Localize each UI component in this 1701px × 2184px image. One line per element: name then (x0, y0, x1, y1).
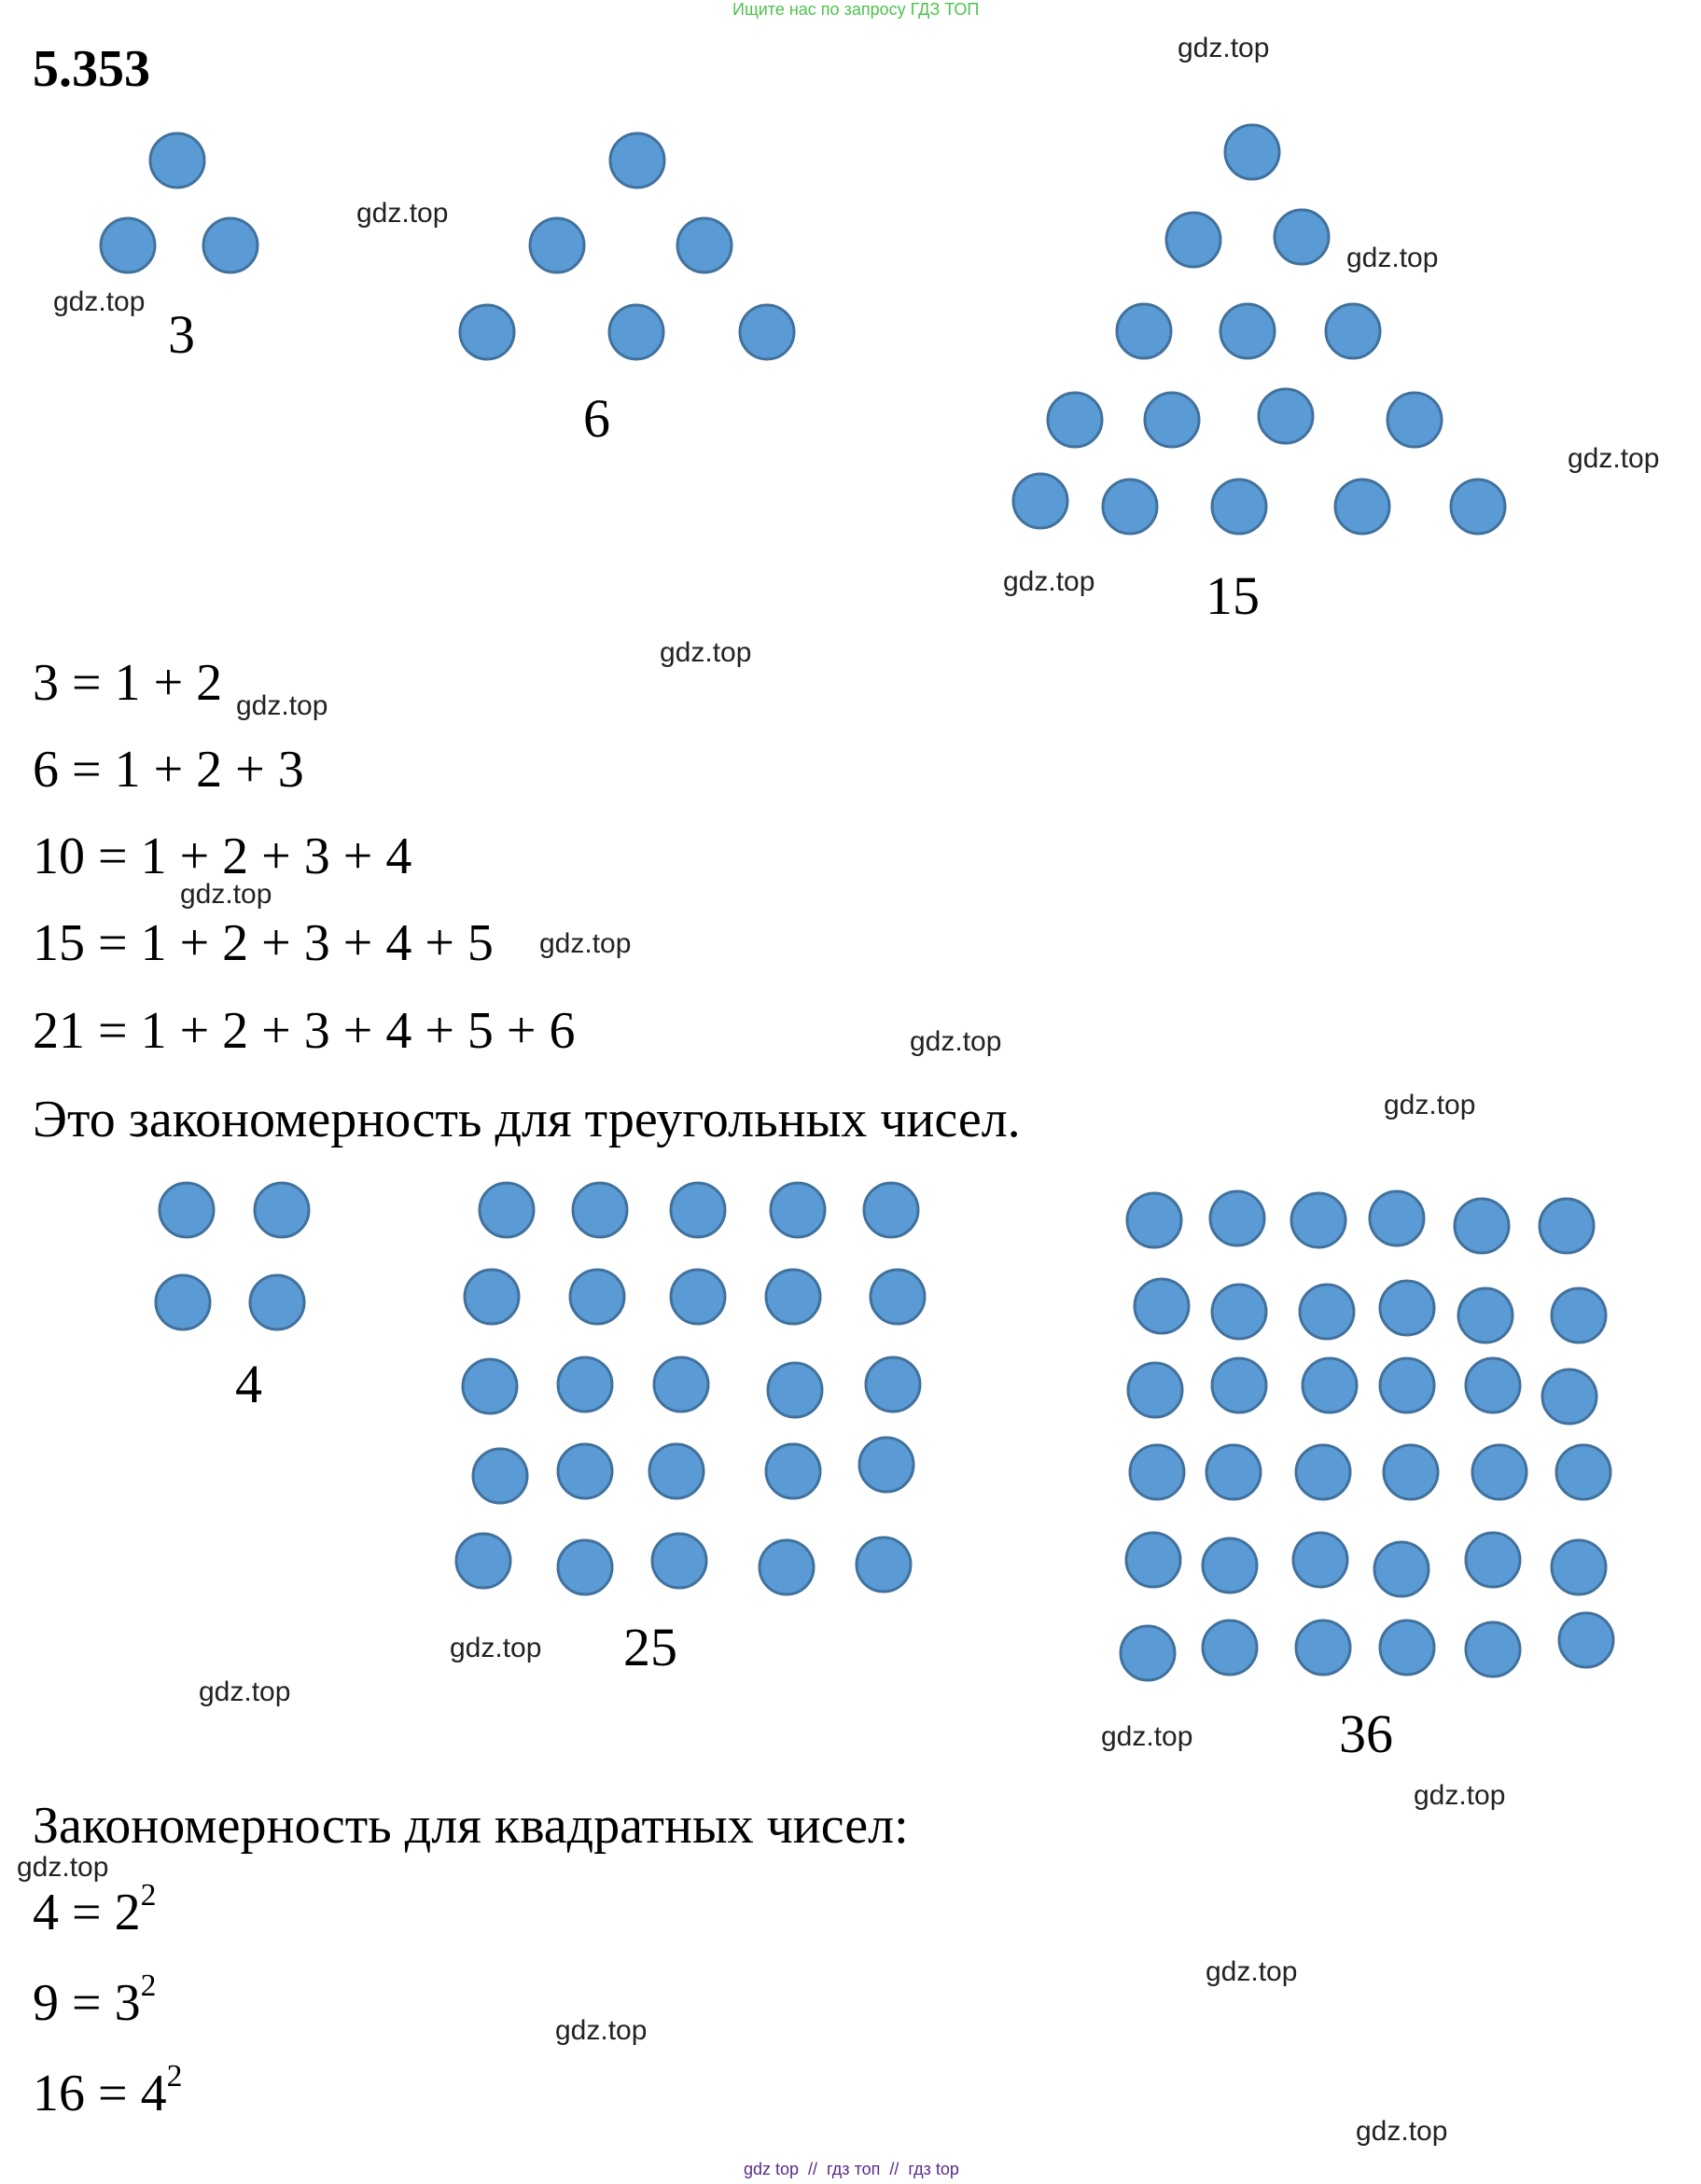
triangle-label-6: 6 (583, 388, 610, 449)
watermark: gdz.top (1356, 2116, 1448, 2147)
square-equation (33, 2058, 183, 2123)
triangle-dot (1166, 213, 1220, 267)
square-dot (558, 1357, 612, 1412)
square-label-4: 4 (235, 1354, 262, 1414)
triangle-dot (1212, 480, 1266, 534)
square-dot (1296, 1621, 1350, 1675)
triangle-dot (740, 305, 794, 359)
watermark: gdz.top (199, 1676, 291, 1707)
square-dot (671, 1183, 725, 1237)
square-dot (771, 1183, 825, 1237)
square-dot (766, 1270, 820, 1324)
equation-row: 15 = 1 + 2 + 3 + 4 + 5 (33, 914, 494, 972)
square-dot (859, 1438, 913, 1492)
square-dot (558, 1444, 612, 1498)
square-dot (1466, 1358, 1520, 1412)
watermark: gdz.top (910, 1026, 1002, 1057)
triangle-dot (530, 218, 584, 272)
watermark: gdz.top (660, 637, 752, 668)
square-equation-base: 9 = 3 (33, 1974, 141, 2032)
square-dot (255, 1183, 309, 1237)
watermark: gdz.top (356, 198, 449, 229)
square-dot (160, 1183, 214, 1237)
square-dot (1380, 1358, 1434, 1412)
watermark: gdz.top (555, 2015, 648, 2046)
square-dot (570, 1270, 624, 1324)
square-dot (1559, 1613, 1613, 1667)
triangle-dot (1048, 393, 1102, 447)
square-equation-exponent: 2 (166, 2058, 183, 2094)
triangle-dot (1225, 125, 1279, 179)
square-dot (1552, 1540, 1606, 1594)
triangle-dot (1387, 393, 1442, 447)
square-dot (1206, 1445, 1261, 1499)
square-dot (573, 1183, 627, 1237)
square-equation-base: 16 = 4 (33, 2065, 167, 2122)
triangle-dot (677, 218, 732, 272)
square-dot (652, 1534, 706, 1588)
equation-row: 3 = 1 + 2 (33, 654, 223, 712)
square-dot (156, 1275, 210, 1329)
square-dot (1458, 1288, 1513, 1342)
square-dot (1121, 1626, 1175, 1680)
square-dot (1135, 1279, 1189, 1333)
square-dot (671, 1270, 725, 1324)
watermark: gdz.top (539, 928, 632, 959)
triangle-dot (1220, 304, 1275, 358)
square-dot (1126, 1533, 1180, 1587)
watermark: gdz.top (180, 879, 272, 910)
watermark: gdz.top (17, 1852, 109, 1883)
triangle-label-3: 3 (168, 304, 195, 365)
square-dot (1472, 1445, 1527, 1499)
triangle-dot (1117, 304, 1171, 358)
problem-number: 5.353 (33, 40, 150, 98)
square-dot (1203, 1621, 1257, 1675)
square-dot (654, 1357, 708, 1412)
equation-row: 10 = 1 + 2 + 3 + 4 (33, 828, 412, 885)
square-label-25: 25 (623, 1617, 677, 1677)
square-dot (1296, 1445, 1350, 1499)
square-dot (649, 1444, 704, 1498)
square-dot (558, 1540, 612, 1594)
square-dot (1556, 1445, 1610, 1499)
triangle-dot (1013, 474, 1067, 528)
square-dot (1303, 1358, 1357, 1412)
square-equation (33, 1968, 157, 2033)
search-banner: Ищите нас по запросу ГДЗ ТОП (732, 0, 980, 19)
triangle-label-15: 15 (1206, 565, 1260, 626)
triangle-dot (1103, 480, 1157, 534)
square-dot (480, 1183, 534, 1237)
square-dot (1300, 1285, 1354, 1339)
watermark: gdz.top (1568, 443, 1660, 474)
square-dot (866, 1357, 920, 1412)
square-dot (760, 1540, 814, 1594)
watermark: gdz.top (1206, 1956, 1298, 1987)
watermark: gdz.top (1101, 1721, 1193, 1752)
square-dot (1466, 1622, 1520, 1676)
square-dot (1384, 1445, 1438, 1499)
square-dot (1380, 1281, 1434, 1335)
watermark: gdz.top (53, 286, 146, 317)
square-dot (1455, 1199, 1509, 1253)
watermark: gdz.top (1346, 243, 1439, 273)
watermark: gdz.top (1384, 1090, 1476, 1120)
watermark: gdz.top (1178, 33, 1270, 63)
triangle-dot (609, 305, 663, 359)
square-dot (456, 1534, 510, 1588)
square-dot (1130, 1445, 1184, 1499)
triangle-dot (460, 305, 514, 359)
square-dot (473, 1449, 527, 1503)
watermark: gdz.top (236, 690, 328, 721)
square-dot (465, 1270, 519, 1324)
square-dot (864, 1183, 918, 1237)
triangle-dot (1275, 210, 1329, 264)
square-dot (463, 1359, 517, 1413)
square-dot (1212, 1358, 1266, 1412)
square-dot (871, 1270, 925, 1324)
watermark: gdz.top (1414, 1780, 1506, 1811)
square-label-36: 36 (1339, 1704, 1393, 1764)
square-dot (1380, 1621, 1434, 1675)
triangle-dot (1259, 389, 1313, 443)
square-dot (1293, 1533, 1347, 1587)
square-equation-exponent: 2 (140, 1968, 157, 2003)
watermark: gdz.top (450, 1633, 542, 1663)
triangle-dot (1145, 393, 1199, 447)
triangular-conclusion: Это закономерность для треугольных чисел. (33, 1091, 1021, 1148)
square-dot (1370, 1191, 1424, 1245)
square-dot (1374, 1542, 1429, 1596)
triangle-dot (150, 133, 204, 188)
square-dot (768, 1363, 822, 1417)
triangle-dot (610, 133, 664, 188)
triangle-dot (101, 218, 155, 272)
square-dot (857, 1537, 911, 1592)
square-dot (1212, 1285, 1266, 1339)
square-dot (1552, 1288, 1606, 1342)
square-dot (1203, 1538, 1257, 1593)
square-dot (766, 1444, 820, 1498)
square-dot (250, 1275, 304, 1329)
equation-row: 21 = 1 + 2 + 3 + 4 + 5 + 6 (33, 1002, 576, 1060)
equation-row: 6 = 1 + 2 + 3 (33, 741, 304, 799)
square-dot (1128, 1363, 1182, 1417)
triangle-dot (1326, 304, 1380, 358)
square-dot (1210, 1191, 1264, 1245)
square-dot (1540, 1199, 1594, 1253)
square-heading: Закономерность для квадратных чисел: (33, 1797, 909, 1855)
square-dot (1127, 1193, 1181, 1247)
square-dot (1291, 1193, 1345, 1247)
triangle-dot (1451, 480, 1505, 534)
footer-text: gdz top // гдз топ // гдз top (744, 2160, 959, 2178)
triangle-dot (203, 218, 258, 272)
watermark: gdz.top (1003, 566, 1095, 597)
triangle-dot (1335, 480, 1389, 534)
square-equation-base: 4 = 2 (33, 1884, 141, 1941)
square-equation (33, 1877, 157, 1942)
square-dot (1542, 1370, 1596, 1424)
square-dot (1466, 1533, 1520, 1587)
square-equation-exponent: 2 (140, 1877, 157, 1913)
